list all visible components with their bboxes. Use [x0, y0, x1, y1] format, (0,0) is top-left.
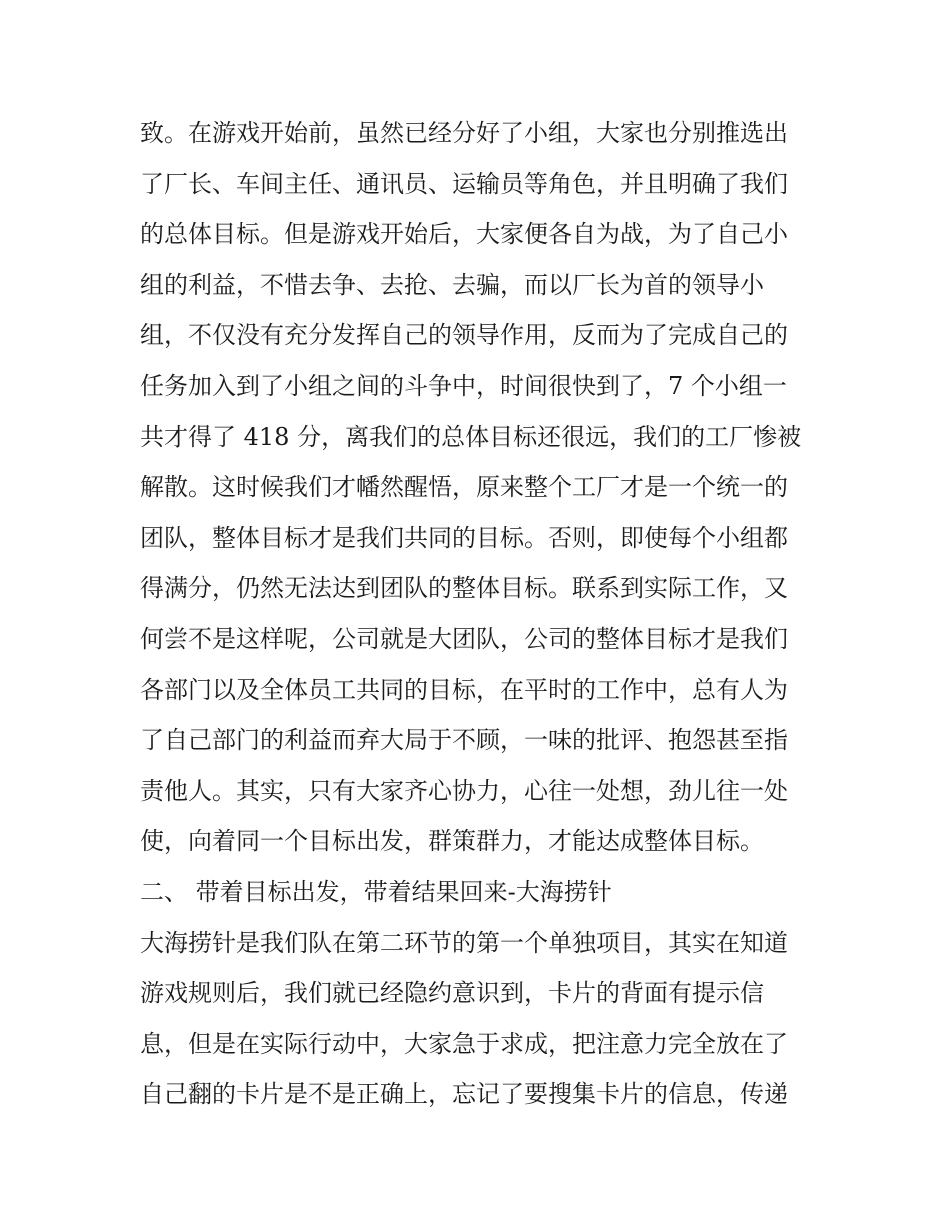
text-line: 息，但是在实际行动中，大家急于求成，把注意力完全放在了 [140, 1029, 788, 1058]
text-line: 任务加入到了小组之间的斗争中，时间很快到了，7 个小组一 [140, 371, 787, 400]
text-line: 自己翻的卡片是不是正确上，忘记了要搜集卡片的信息，传递 [140, 1080, 788, 1109]
text-line: 何尝不是这样呢，公司就是大团队，公司的整体目标才是我们 [140, 624, 788, 653]
text-line: 游戏规则后，我们就已经隐约意识到，卡片的背面有提示信 [140, 979, 764, 1008]
body-text [140, 108, 820, 1120]
text-line: 使，向着同一个目标出发，群策群力，才能达成整体目标。 [140, 827, 764, 856]
text-line: 责他人。其实，只有大家齐心协力，心往一处想，劲儿往一处 [140, 776, 788, 805]
text-line: 了厂长、车间主任、通讯员、运输员等角色，并且明确了我们 [140, 169, 788, 198]
text-line: 组的利益，不惜去争、去抢、去骗，而以厂长为首的领导小 [140, 270, 764, 299]
text-line: 各部门以及全体员工共同的目标，在平时的工作中，总有人为 [140, 675, 788, 704]
text-line: 得满分，仍然无法达到团队的整体目标。联系到实际工作，又 [140, 574, 788, 603]
text-line: 组，不仅没有充分发挥自己的领导作用，反而为了完成自己的 [140, 321, 788, 350]
text-line: 团队，整体目标才是我们共同的目标。否则，即使每个小组都 [140, 523, 788, 552]
section-heading: 二、 带着目标出发，带着结果回来-大海捞针 [140, 877, 612, 906]
text-line: 大海捞针是我们队在第二环节的第一个单独项目，其实在知道 [140, 928, 788, 957]
text-line: 共才得了 418 分，离我们的总体目标还很远，我们的工厂惨被 [140, 422, 802, 451]
text-line: 致。在游戏开始前，虽然已经分好了小组，大家也分别推选出 [140, 119, 788, 147]
text-line: 的总体目标。但是游戏开始后，大家便各自为战，为了自己小 [140, 220, 788, 249]
text-line: 了自己部门的利益而弃大局于不顾，一味的批评、抱怨甚至指 [140, 726, 788, 755]
text-line: 解散。这时候我们才幡然醒悟，原来整个工厂才是一个统一的 [140, 473, 788, 502]
